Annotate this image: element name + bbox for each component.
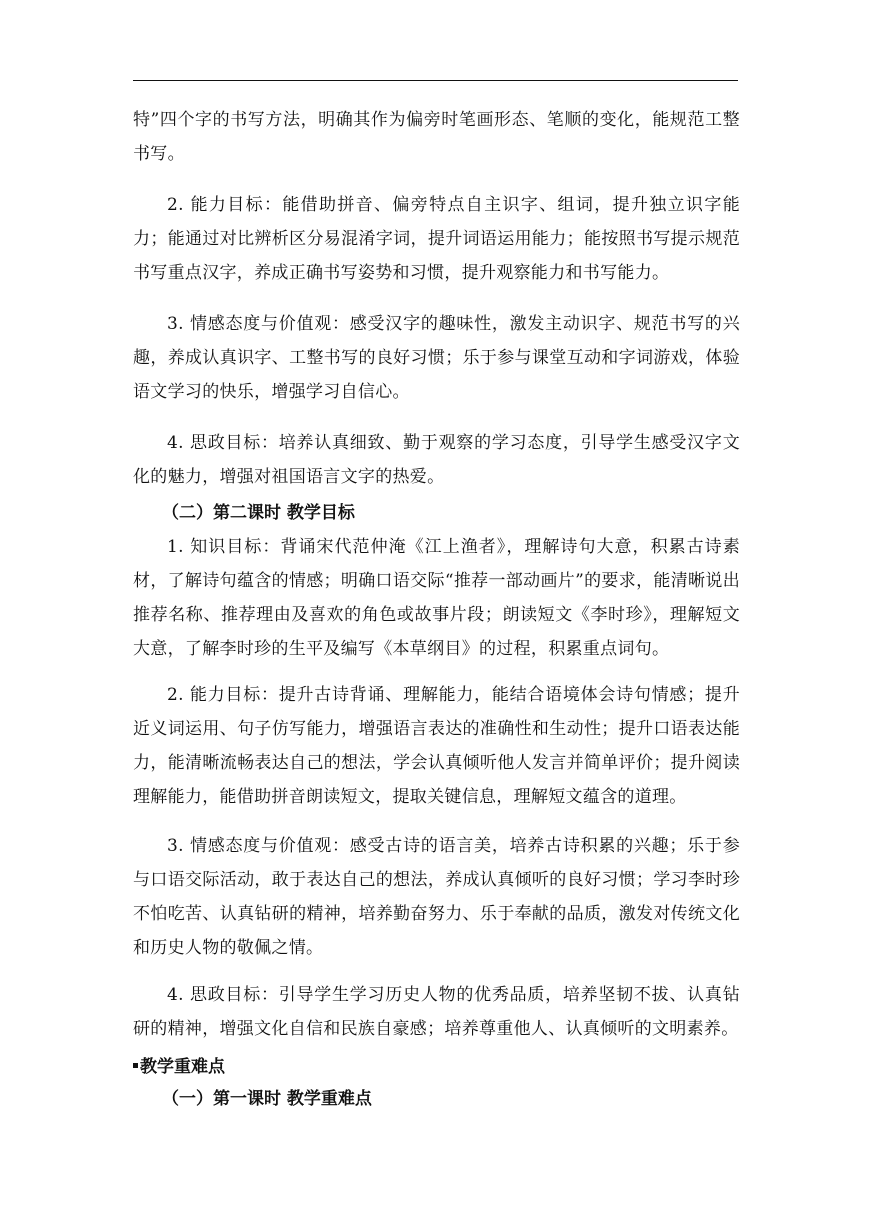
difficulties-section-heading	[133, 1054, 740, 1080]
lesson1-emotion-goal: 3. 情感态度与价值观：感受汉字的趣味性，激发主动识字、规范书写的兴趣，养成认真识字、工整书写的良好习惯；乐于参与课堂互动和字词游戏，体验语文学习的快乐，增强学习自信心。	[133, 314, 740, 402]
lesson2-ability-goal: 2. 能力目标：提升古诗背诵、理解能力，能结合语境体会诗句情感；提升近义词运用、句子仿写能力，增强语言表达的准确性和生动性；提升口语表达能力，能清晰流畅表达自己的想法，学会认真倾听他人发言并简单评价；提升阅读理解能力，能借助拼音朗读短文，提取关键信息，理解短文蕴含的道理。	[133, 685, 740, 807]
lesson2-knowledge-goal: 1. 知识目标：背诵宋代范仲淹《江上渔者》，理解诗句大意，积累古诗素材，了解诗句蕴含的情感；明确口语交际“推荐一部动画片”的要求，能清晰说出推荐名称、推荐理由及喜欢的角色或故事片段；朗读短文《李时珍》，理解短文大意，了解李时珍的生平及编写《本草纲目》的过程，积累重点词句。	[133, 537, 740, 659]
lesson2-goals-heading: （二）第二课时 教学目标	[162, 503, 355, 523]
header-rule	[133, 80, 738, 81]
lesson2-emotion-goal: 3. 情感态度与价值观：感受古诗的语言美，培养古诗积累的兴趣；乐于参与口语交际活动，敢于表达自己的想法，养成认真倾听的良好习惯；学习李时珍不怕吃苦、认真钻研的精神，培养勤奋努力、乐于奉献的品质，激发对传统文化和历史人物的敬佩之情。	[133, 836, 740, 958]
continued-paragraph: 特”四个字的书写方法，明确其作为偏旁时笔画形态、笔顺的变化，能规范工整书写。	[133, 110, 740, 164]
bullet-icon	[133, 1063, 138, 1068]
difficulties-section-title: 教学重难点	[140, 1057, 225, 1077]
lesson2-ideology-goal: 4. 思政目标：引导学生学习历史人物的优秀品质，培养坚韧不拔、认真钻研的精神，增强文化自信和民族自豪感；培养尊重他人、认真倾听的文明素养。	[133, 985, 740, 1039]
lesson1-difficulties-heading: （一）第一课时 教学重难点	[162, 1089, 372, 1109]
lesson1-ability-goal: 2. 能力目标：能借助拼音、偏旁特点自主识字、组词，提升独立识字能力；能通过对比辨析区分易混淆字词，提升词语运用能力；能按照书写提示规范书写重点汉字，养成正确书写姿势和习惯，提升观察能力和书写能力。	[133, 195, 740, 283]
lesson1-ideology-goal: 4. 思政目标：培养认真细致、勤于观察的学习态度，引导学生感受汉字文化的魅力，增强对祖国语言文字的热爱。	[133, 433, 740, 487]
